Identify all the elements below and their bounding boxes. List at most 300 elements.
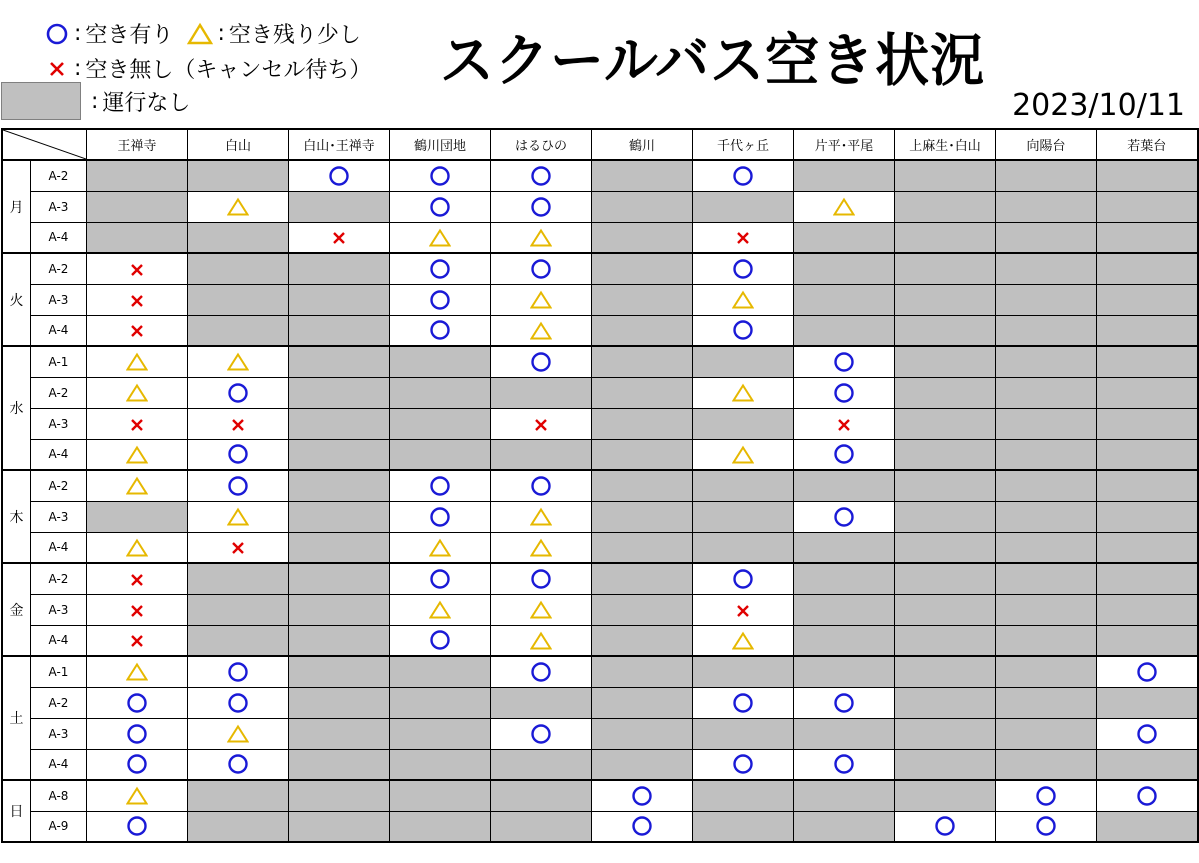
- slot-label: A-3: [31, 718, 87, 749]
- status-cell: [87, 563, 188, 594]
- status-cell: [289, 811, 390, 842]
- circle-icon: [429, 289, 451, 311]
- status-cell: [491, 253, 592, 284]
- status-cell: [895, 253, 996, 284]
- triangle-icon: [530, 600, 552, 620]
- status-cell: [794, 346, 895, 377]
- status-cell: [491, 284, 592, 315]
- status-cell: [289, 594, 390, 625]
- status-cell: [87, 718, 188, 749]
- status-cell: [996, 563, 1097, 594]
- status-cell: [188, 594, 289, 625]
- status-cell: [895, 718, 996, 749]
- status-cell: [390, 470, 491, 501]
- circle-icon: [126, 753, 148, 775]
- table-row: [2, 749, 1198, 780]
- day-label: 土: [2, 656, 31, 780]
- circle-icon: [732, 753, 754, 775]
- day-label: 火: [2, 253, 31, 346]
- circle-icon: [126, 815, 148, 837]
- triangle-icon: [126, 538, 148, 558]
- table-row: [2, 346, 1198, 377]
- no-service-swatch: [1, 82, 81, 120]
- circle-icon: [530, 258, 552, 280]
- status-cell: [794, 749, 895, 780]
- circle-icon: [833, 692, 855, 714]
- status-cell: [390, 811, 491, 842]
- status-cell: [87, 656, 188, 687]
- status-cell: [693, 284, 794, 315]
- slot-label: A-2: [31, 160, 87, 191]
- status-cell: [87, 222, 188, 253]
- cross-icon: [129, 262, 145, 278]
- table-row: [2, 160, 1198, 191]
- slot-label: A-4: [31, 222, 87, 253]
- status-cell: [1097, 470, 1198, 501]
- status-cell: [491, 811, 592, 842]
- status-cell: [390, 780, 491, 811]
- cross-icon: [129, 603, 145, 619]
- status-cell: [1097, 687, 1198, 718]
- status-cell: [592, 656, 693, 687]
- status-cell: [1097, 811, 1198, 842]
- status-cell: [794, 439, 895, 470]
- status-cell: [693, 656, 794, 687]
- status-cell: [491, 532, 592, 563]
- status-cell: [390, 408, 491, 439]
- cross-icon: [129, 572, 145, 588]
- status-cell: [996, 346, 1097, 377]
- status-cell: [895, 656, 996, 687]
- column-header: 王禅寺: [87, 129, 188, 160]
- page-title: スクールバス空き状況: [440, 27, 986, 94]
- table-row: [2, 687, 1198, 718]
- triangle-icon: [530, 507, 552, 527]
- cross-icon: [735, 230, 751, 246]
- status-cell: [794, 253, 895, 284]
- status-cell: [87, 594, 188, 625]
- status-cell: [592, 594, 693, 625]
- status-cell: [592, 284, 693, 315]
- circle-icon: [42, 19, 72, 49]
- circle-icon: [227, 692, 249, 714]
- status-cell: [693, 532, 794, 563]
- status-cell: [87, 749, 188, 780]
- status-cell: [188, 315, 289, 346]
- status-cell: [794, 656, 895, 687]
- status-cell: [693, 501, 794, 532]
- status-cell: [289, 377, 390, 408]
- circle-icon: [429, 475, 451, 497]
- status-cell: [794, 625, 895, 656]
- status-cell: [592, 439, 693, 470]
- circle-icon: [429, 258, 451, 280]
- column-header: 鶴川: [592, 129, 693, 160]
- status-cell: [188, 532, 289, 563]
- triangle-icon: [126, 786, 148, 806]
- status-cell: [289, 718, 390, 749]
- status-cell: [289, 408, 390, 439]
- status-cell: [592, 718, 693, 749]
- status-cell: [390, 315, 491, 346]
- status-cell: [693, 253, 794, 284]
- circle-icon: [833, 506, 855, 528]
- circle-icon: [429, 165, 451, 187]
- table-row: [2, 532, 1198, 563]
- circle-icon: [732, 692, 754, 714]
- status-cell: [289, 687, 390, 718]
- triangle-icon: [732, 383, 754, 403]
- status-cell: [794, 377, 895, 408]
- status-cell: [188, 377, 289, 408]
- circle-icon: [530, 475, 552, 497]
- triangle-icon: [126, 352, 148, 372]
- slot-label: A-1: [31, 346, 87, 377]
- column-header: 白山: [188, 129, 289, 160]
- status-cell: [188, 222, 289, 253]
- status-cell: [289, 625, 390, 656]
- status-cell: [1097, 780, 1198, 811]
- status-cell: [693, 191, 794, 222]
- column-header: 片平･平尾: [794, 129, 895, 160]
- status-cell: [390, 253, 491, 284]
- status-cell: [592, 408, 693, 439]
- status-cell: [592, 749, 693, 780]
- status-cell: [491, 780, 592, 811]
- slot-label: A-3: [31, 191, 87, 222]
- column-header: はるひの: [491, 129, 592, 160]
- status-cell: [996, 656, 1097, 687]
- status-cell: [188, 160, 289, 191]
- triangle-icon: [429, 600, 451, 620]
- slot-label: A-9: [31, 811, 87, 842]
- status-cell: [693, 408, 794, 439]
- circle-icon: [833, 382, 855, 404]
- status-cell: [996, 749, 1097, 780]
- status-cell: [491, 222, 592, 253]
- status-cell: [996, 625, 1097, 656]
- status-cell: [87, 377, 188, 408]
- status-cell: [87, 191, 188, 222]
- status-cell: [390, 346, 491, 377]
- status-cell: [491, 439, 592, 470]
- circle-icon: [732, 165, 754, 187]
- status-cell: [1097, 284, 1198, 315]
- status-cell: [996, 284, 1097, 315]
- status-cell: [794, 315, 895, 346]
- triangle-icon: [732, 290, 754, 310]
- status-cell: [491, 718, 592, 749]
- status-cell: [188, 625, 289, 656]
- table-row: [2, 408, 1198, 439]
- status-cell: [996, 191, 1097, 222]
- cross-icon: [129, 323, 145, 339]
- status-cell: [87, 625, 188, 656]
- table-row: [2, 563, 1198, 594]
- status-cell: [289, 532, 390, 563]
- triangle-icon: [126, 445, 148, 465]
- status-cell: [895, 687, 996, 718]
- legend-no-service-label: 運行なし: [102, 90, 191, 116]
- status-cell: [289, 222, 390, 253]
- status-cell: [491, 749, 592, 780]
- status-cell: [895, 160, 996, 191]
- status-cell: [996, 594, 1097, 625]
- circle-icon: [631, 815, 653, 837]
- slot-label: A-2: [31, 687, 87, 718]
- status-cell: [188, 780, 289, 811]
- status-cell: [390, 625, 491, 656]
- status-cell: [289, 470, 390, 501]
- triangle-icon: [185, 19, 215, 49]
- status-cell: [693, 315, 794, 346]
- status-cell: [996, 222, 1097, 253]
- status-cell: [592, 470, 693, 501]
- status-cell: [895, 284, 996, 315]
- circle-icon: [833, 351, 855, 373]
- circle-icon: [530, 568, 552, 590]
- triangle-icon: [126, 383, 148, 403]
- triangle-icon: [429, 228, 451, 248]
- circle-icon: [1035, 815, 1057, 837]
- status-cell: [390, 439, 491, 470]
- cross-icon: [331, 230, 347, 246]
- status-cell: [693, 377, 794, 408]
- table-body: [2, 160, 1198, 842]
- status-cell: [491, 625, 592, 656]
- status-cell: [87, 160, 188, 191]
- status-cell: [895, 811, 996, 842]
- legend-colon: :: [74, 56, 82, 81]
- status-cell: [996, 780, 1097, 811]
- status-cell: [491, 563, 592, 594]
- status-cell: [491, 315, 592, 346]
- status-cell: [592, 222, 693, 253]
- status-cell: [188, 656, 289, 687]
- status-cell: [1097, 625, 1198, 656]
- status-cell: [794, 718, 895, 749]
- status-cell: [794, 408, 895, 439]
- status-cell: [693, 780, 794, 811]
- status-cell: [390, 191, 491, 222]
- status-cell: [895, 780, 996, 811]
- status-cell: [491, 470, 592, 501]
- status-cell: [188, 284, 289, 315]
- status-cell: [491, 346, 592, 377]
- status-cell: [188, 687, 289, 718]
- table-row: [2, 377, 1198, 408]
- legend-available-label: 空き有り: [85, 23, 174, 48]
- status-cell: [1097, 408, 1198, 439]
- status-cell: [1097, 594, 1198, 625]
- status-cell: [1097, 501, 1198, 532]
- status-cell: [693, 439, 794, 470]
- legend-colon: :: [217, 21, 225, 46]
- status-cell: [895, 470, 996, 501]
- status-cell: [794, 594, 895, 625]
- circle-icon: [530, 165, 552, 187]
- status-cell: [693, 594, 794, 625]
- day-label: 木: [2, 470, 31, 563]
- day-label: 金: [2, 563, 31, 656]
- status-cell: [794, 284, 895, 315]
- status-cell: [390, 687, 491, 718]
- cross-icon: [836, 417, 852, 433]
- date-label: 2023/10/11: [1012, 88, 1185, 123]
- status-cell: [390, 284, 491, 315]
- circle-icon: [732, 319, 754, 341]
- status-cell: [87, 346, 188, 377]
- cross-icon: [129, 293, 145, 309]
- status-cell: [289, 160, 390, 191]
- triangle-icon: [126, 476, 148, 496]
- cross-icon: [533, 417, 549, 433]
- circle-icon: [227, 475, 249, 497]
- status-cell: [592, 315, 693, 346]
- circle-icon: [227, 661, 249, 683]
- day-label: 日: [2, 780, 31, 842]
- triangle-icon: [227, 507, 249, 527]
- status-cell: [188, 191, 289, 222]
- status-cell: [289, 315, 390, 346]
- status-cell: [794, 470, 895, 501]
- status-cell: [895, 377, 996, 408]
- status-cell: [996, 532, 1097, 563]
- slot-label: A-4: [31, 625, 87, 656]
- status-cell: [87, 439, 188, 470]
- status-cell: [1097, 160, 1198, 191]
- status-cell: [87, 780, 188, 811]
- status-cell: [390, 222, 491, 253]
- column-header: 上麻生･白山: [895, 129, 996, 160]
- status-cell: [188, 470, 289, 501]
- legend-few-left-label: 空き残り少し: [228, 23, 361, 48]
- status-cell: [693, 346, 794, 377]
- legend-colon: :: [74, 21, 82, 46]
- triangle-icon: [732, 445, 754, 465]
- table-row: [2, 625, 1198, 656]
- status-cell: [996, 470, 1097, 501]
- day-label: 月: [2, 160, 31, 253]
- status-cell: [289, 253, 390, 284]
- status-cell: [491, 160, 592, 191]
- status-cell: [1097, 222, 1198, 253]
- circle-icon: [530, 196, 552, 218]
- circle-icon: [126, 692, 148, 714]
- slot-label: A-3: [31, 501, 87, 532]
- status-cell: [693, 687, 794, 718]
- triangle-icon: [732, 631, 754, 651]
- circle-icon: [530, 723, 552, 745]
- status-cell: [188, 718, 289, 749]
- status-cell: [895, 532, 996, 563]
- status-cell: [188, 439, 289, 470]
- status-cell: [390, 377, 491, 408]
- status-cell: [188, 408, 289, 439]
- circle-icon: [429, 629, 451, 651]
- status-cell: [390, 532, 491, 563]
- status-cell: [390, 563, 491, 594]
- status-cell: [1097, 377, 1198, 408]
- table-row: [2, 439, 1198, 470]
- status-cell: [1097, 315, 1198, 346]
- status-cell: [895, 749, 996, 780]
- status-cell: [794, 501, 895, 532]
- cross-icon: [735, 603, 751, 619]
- status-cell: [289, 656, 390, 687]
- table-row: [2, 222, 1198, 253]
- slot-label: A-2: [31, 563, 87, 594]
- column-header: 鶴川団地: [390, 129, 491, 160]
- status-cell: [794, 563, 895, 594]
- status-cell: [996, 811, 1097, 842]
- status-cell: [693, 625, 794, 656]
- slot-label: A-4: [31, 532, 87, 563]
- slot-label: A-4: [31, 749, 87, 780]
- status-cell: [289, 191, 390, 222]
- status-cell: [895, 408, 996, 439]
- status-cell: [996, 718, 1097, 749]
- status-cell: [390, 749, 491, 780]
- slot-label: A-4: [31, 439, 87, 470]
- status-cell: [491, 594, 592, 625]
- triangle-icon: [429, 538, 451, 558]
- circle-icon: [429, 568, 451, 590]
- status-cell: [895, 625, 996, 656]
- circle-icon: [429, 196, 451, 218]
- status-cell: [895, 191, 996, 222]
- status-cell: [693, 222, 794, 253]
- status-cell: [895, 501, 996, 532]
- status-cell: [188, 811, 289, 842]
- status-cell: [996, 501, 1097, 532]
- status-cell: [188, 346, 289, 377]
- circle-icon: [126, 723, 148, 745]
- status-cell: [289, 284, 390, 315]
- legend-no-service: [1, 82, 190, 120]
- circle-icon: [530, 661, 552, 683]
- status-cell: [87, 284, 188, 315]
- status-cell: [592, 532, 693, 563]
- status-cell: [289, 780, 390, 811]
- header-row: [2, 129, 1198, 160]
- status-cell: [996, 253, 1097, 284]
- status-cell: [188, 563, 289, 594]
- circle-icon: [1136, 723, 1158, 745]
- status-cell: [996, 377, 1097, 408]
- status-cell: [1097, 656, 1198, 687]
- status-cell: [794, 687, 895, 718]
- status-cell: [996, 439, 1097, 470]
- column-header: 若葉台: [1097, 129, 1198, 160]
- status-cell: [895, 315, 996, 346]
- status-cell: [87, 408, 188, 439]
- cross-icon: [129, 633, 145, 649]
- status-cell: [1097, 749, 1198, 780]
- circle-icon: [1136, 785, 1158, 807]
- status-cell: [592, 780, 693, 811]
- status-cell: [592, 191, 693, 222]
- circle-icon: [530, 351, 552, 373]
- status-cell: [188, 253, 289, 284]
- status-cell: [390, 594, 491, 625]
- table-row: [2, 284, 1198, 315]
- status-cell: [87, 501, 188, 532]
- status-cell: [895, 346, 996, 377]
- status-cell: [693, 749, 794, 780]
- table-row: [2, 811, 1198, 842]
- status-cell: [794, 222, 895, 253]
